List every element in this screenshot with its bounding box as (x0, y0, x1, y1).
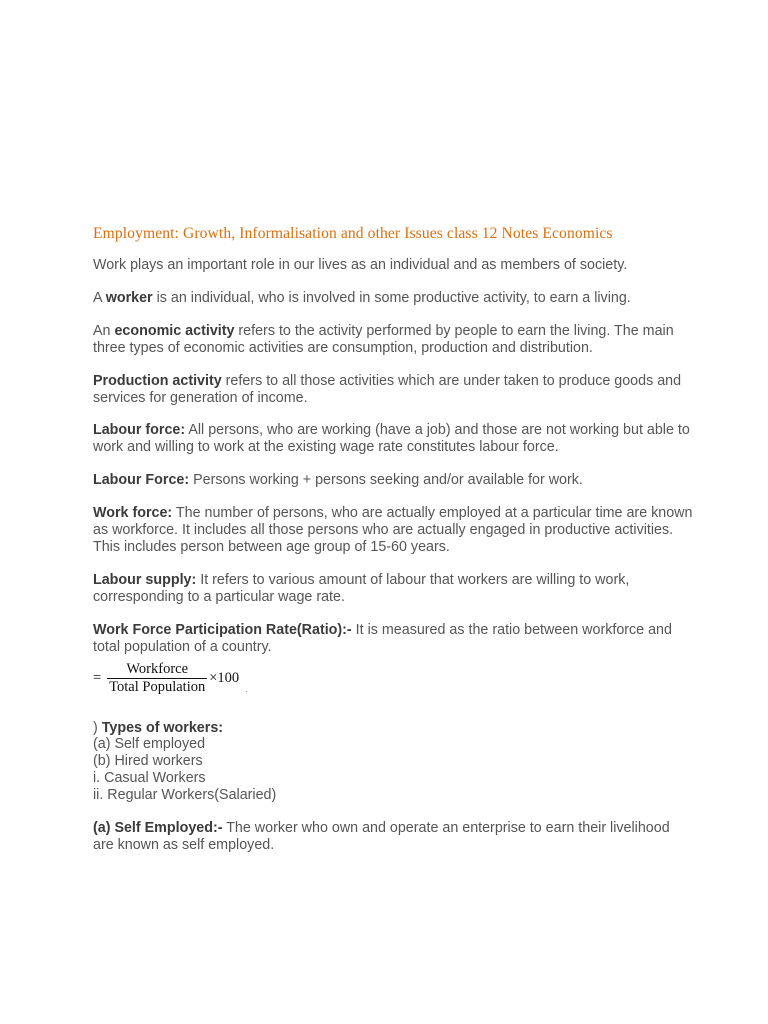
document-page (93, 224, 693, 870)
labour-force-formula-term: Labour Force: (93, 472, 190, 489)
production-activity-text: refers to all those activities which are under taken to produce goods and services for generation of income. (93, 372, 682, 406)
economic-activity-term: economic activity (114, 322, 235, 339)
formula-fraction (107, 661, 207, 696)
types-prefix: ) (93, 719, 102, 736)
work-force-paragraph (93, 505, 693, 556)
worker-pre: A (93, 289, 106, 306)
labour-force-formula-paragraph (93, 472, 693, 489)
types-term: Types of workers: (101, 719, 224, 736)
self-employed-text: The worker who own and operate an enterprise to earn their livelihood are known as self employed. (93, 820, 670, 853)
work-force-text: The number of persons, who are actually employed at a particular time are known as workforce. It includes all those persons who are actually engaged in productive activities. This includes person between age group of 15-60 years. (93, 505, 693, 555)
labour-force-term: Labour force: (93, 422, 186, 439)
list-item: (a) Self employed (93, 736, 206, 753)
worker-paragraph (93, 290, 693, 307)
formula-denominator: Total Population (109, 679, 206, 695)
worker-text: is an individual, who is involved in some productive activity, to earn a living. (152, 289, 631, 306)
labour-supply-text: It refers to various amount of labour that workers are willing to work, corresponding to a particular wage rate. (93, 571, 630, 605)
types-of-workers (93, 720, 693, 805)
production-activity-paragraph (93, 373, 693, 407)
wfpr-formula (93, 660, 693, 698)
economic-activity-pre: An (93, 322, 115, 339)
labour-force-paragraph (93, 422, 693, 456)
labour-force-formula-text: Persons working + persons seeking and/or available for work. (189, 472, 583, 489)
document-title: Employment: Growth, Informalisation and other Issues class 12 Notes Economics (93, 225, 613, 242)
labour-supply-term: Labour supply: (93, 571, 197, 588)
economic-activity-paragraph (93, 323, 693, 357)
list-item: (b) Hired workers (93, 753, 203, 770)
formula-multiplier: ×100 (209, 670, 240, 687)
formula-equals: = (93, 670, 102, 687)
intro-paragraph (93, 257, 693, 274)
formula-trail: . (245, 684, 248, 695)
labour-supply-paragraph (93, 572, 693, 606)
list-item: ii. Regular Workers(Salaried) (93, 787, 277, 804)
production-activity-term: Production activity (93, 372, 222, 389)
wfpr-term: Work Force Participation Rate(Ratio):- (93, 621, 352, 638)
wfpr-text: It is measured as the ratio between workforce and total population of a country. (93, 621, 672, 655)
formula-numerator: Workforce (126, 661, 189, 677)
work-force-term: Work force: (93, 505, 173, 522)
wfpr-paragraph (93, 622, 693, 656)
self-employed-paragraph (93, 820, 693, 854)
list-item: i. Casual Workers (93, 770, 206, 787)
labour-force-text: All persons, who are working (have a job) and those are not working but able to work and willing to work at the existing wage rate constitutes labour force. (93, 422, 690, 456)
self-employed-term: (a) Self Employed:- (93, 820, 223, 837)
intro-text: Work plays an important role in our lives as an individual and as members of society. (93, 257, 628, 273)
types-heading (93, 720, 693, 737)
economic-activity-text: refers to the activity performed by people to earn the living. The main three types of economic activities are consumption, production and distribution. (93, 322, 674, 356)
worker-term: worker (105, 289, 153, 306)
